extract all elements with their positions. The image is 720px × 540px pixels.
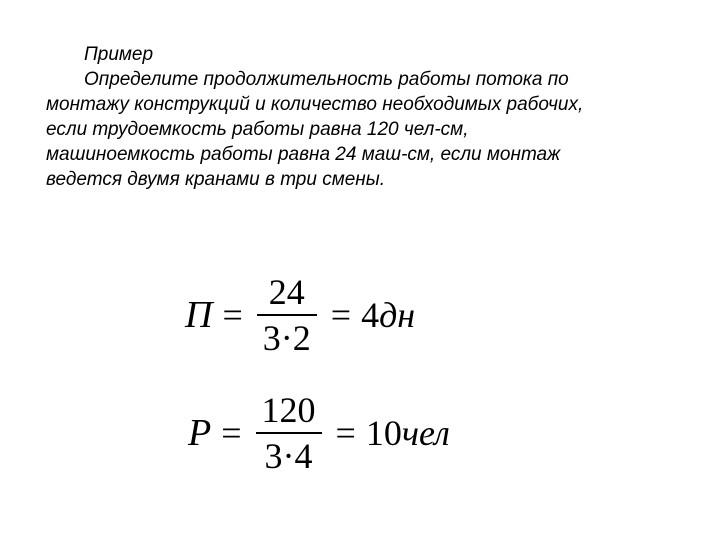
fraction-denominator: 3·4 [264, 436, 313, 476]
workers-formula [188, 388, 450, 478]
workers-variable: Р [188, 412, 212, 454]
workers-unit: чел [401, 413, 450, 453]
duration-variable: П [185, 294, 213, 336]
duration-unit: дн [379, 295, 416, 335]
fraction-bar [257, 314, 317, 316]
equals-sign: = [330, 295, 352, 335]
problem-line-1: Определите продолжительность работы потока по [84, 69, 569, 90]
fraction-bar [256, 432, 322, 434]
example-heading: Пример [84, 44, 154, 65]
problem-line-5: ведется двумя кранами в три смены. [46, 169, 386, 190]
workers-result: 10 [365, 413, 402, 453]
fraction-denominator: 3·2 [262, 318, 311, 358]
fraction-numerator: 24 [268, 272, 305, 312]
problem-line-3: если трудоемкость работы равна 120 чел-см, [46, 119, 469, 140]
equals-sign: = [221, 413, 242, 453]
duration-result: 4 [361, 295, 380, 335]
duration-fraction [257, 272, 317, 358]
workers-fraction [256, 390, 322, 476]
problem-line-4: машиноемкость работы равна 24 маш-см, если монтаж [46, 144, 561, 165]
fraction-numerator: 120 [261, 390, 316, 430]
duration-formula [185, 270, 415, 360]
equals-sign: = [222, 295, 243, 335]
problem-text [46, 42, 696, 192]
problem-line-2: монтажу конструкций и количество необходимых рабочих, [46, 94, 584, 115]
equals-sign: = [335, 413, 356, 453]
